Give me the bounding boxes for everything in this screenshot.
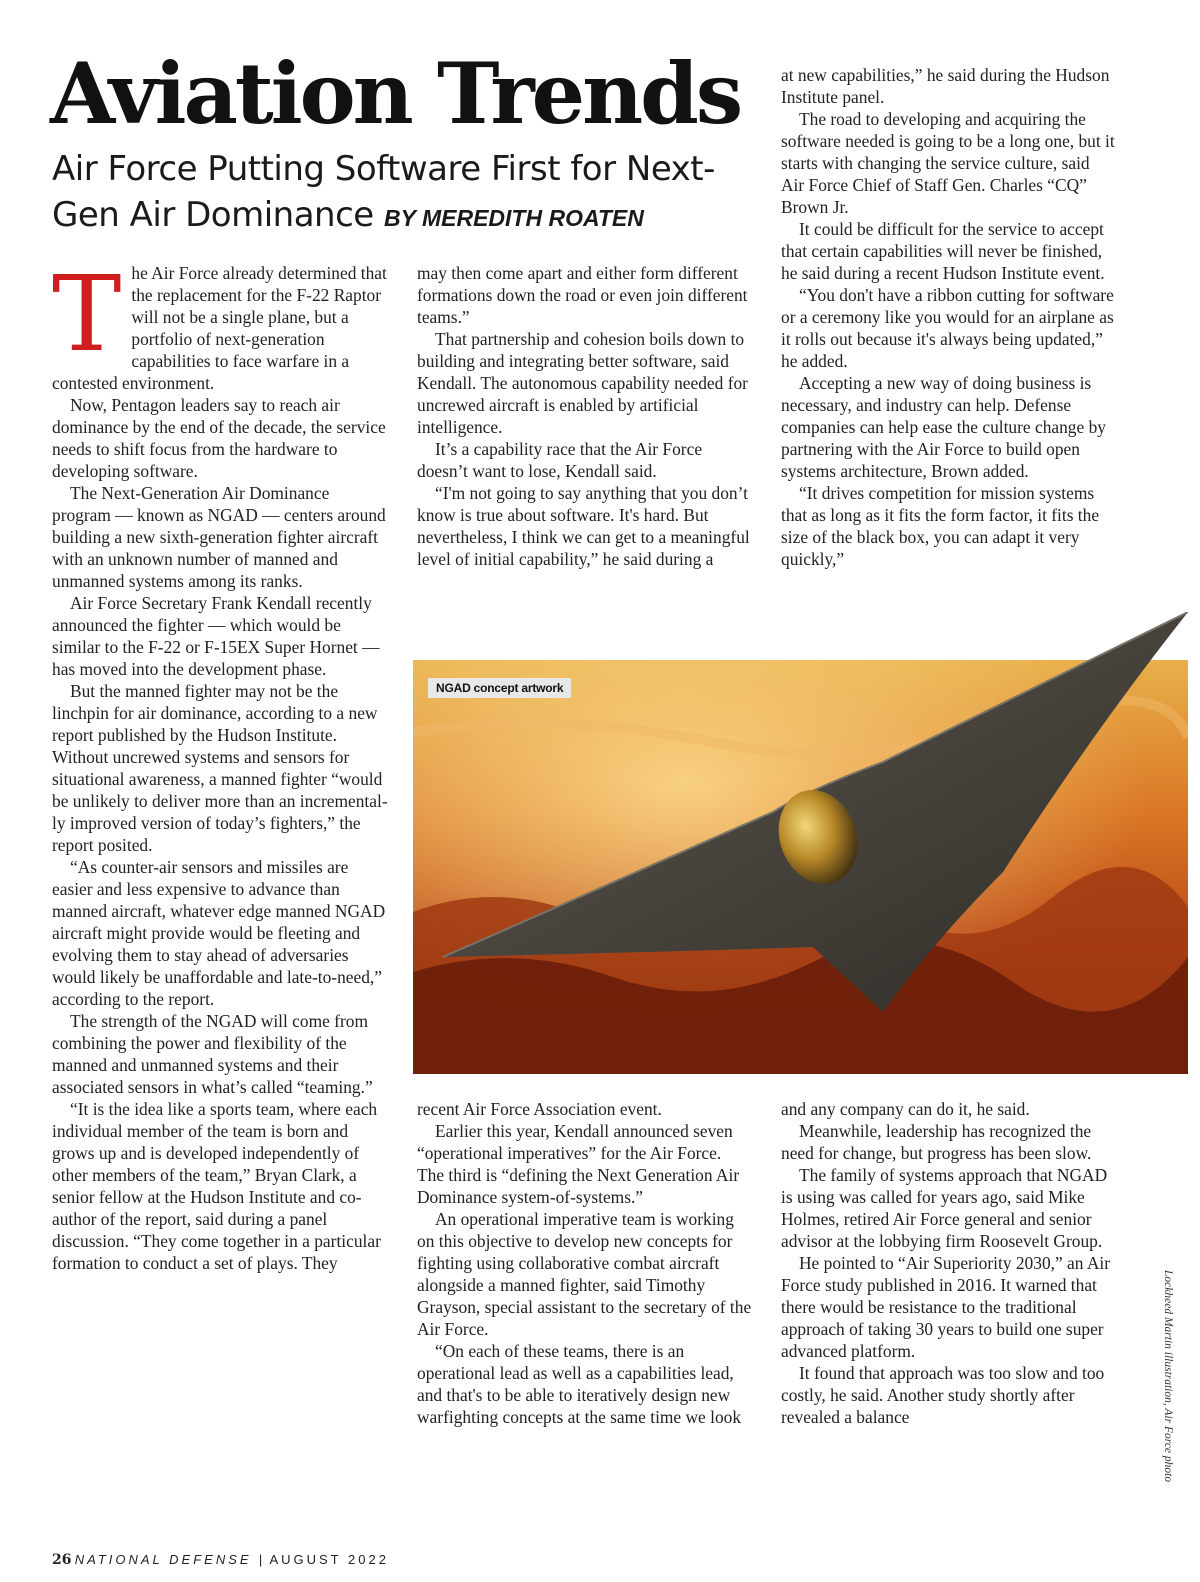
footer-separator: | bbox=[258, 1552, 263, 1567]
magazine-name: NATIONAL DEFENSE bbox=[74, 1552, 252, 1567]
article-paragraph: It could be difficult for the service to accept that certain capabilities will never be finished, he said during a recent Hudson Institute event. bbox=[781, 219, 1105, 283]
issue-date: AUGUST 2022 bbox=[269, 1552, 389, 1567]
article-paragraph: The road to developing and acquiring the software needed is going to be a long one, but it starts with changing the service culture, said Air Force Chief of Staff Gen. Charles “CQ” Brown Jr. bbox=[781, 109, 1115, 217]
article-column-3-bottom bbox=[781, 1098, 1116, 1428]
article-paragraph: “As counter-air sensors and missiles are easier and less expensive to advance than manned aircraft, whatever edge manned NGAD aircraft might provide would be fleeting and evolving them to stay ahead of adversaries would likely be unaffordable and late-to-need,” according to the report. bbox=[52, 857, 386, 1009]
article-subtitle bbox=[52, 146, 772, 241]
article-paragraph: Meanwhile, leadership has recognized the need for change, but progress has been slow. bbox=[781, 1121, 1092, 1163]
column-2-bottom-body bbox=[417, 1120, 752, 1428]
article-paragraph: Accepting a new way of doing business is necessary, and industry can help. Defense companies can help ease the culture change by partnering with the Air Force to build open systems architecture, Brown added. bbox=[781, 373, 1106, 481]
column-1-body bbox=[52, 253, 392, 1274]
article-paragraph: “On each of these teams, there is an operational lead as well as a capabilities lead, and that's to be able to iteratively design new warfighting concepts at the same time we look bbox=[417, 1341, 742, 1427]
article-column-1 bbox=[52, 253, 392, 1274]
page-headline: Aviation Trends bbox=[50, 44, 741, 143]
drop-cap: T bbox=[52, 253, 122, 375]
article-paragraph: But the manned fighter may not be the linchpin for air dominance, according to a new report published by the Hudson Institute. Without uncrewed systems and sensors for situational awareness, a manned fighter “would be unlikely to deliver more than an incrementally improved version of today’s fighters,” the report posited. bbox=[52, 681, 388, 855]
photo-label: NGAD concept artwork bbox=[428, 678, 571, 698]
article-paragraph: “I'm not going to say anything that you don’t know is true about software. It's hard. But nevertheless, I think we can get to a meaningful level of initial capability,” he said during a bbox=[417, 483, 750, 569]
article-paragraph: Earlier this year, Kendall announced seven “operational imperatives” for the Air Force. The third is “defining the Next Generation Air Dominance system-of-systems.” bbox=[417, 1121, 740, 1207]
paragraph-continuation: may then come apart and either form different formations down the road or even join different teams.” bbox=[417, 263, 748, 327]
column-3-bottom-body bbox=[781, 1120, 1116, 1428]
article-paragraph: He pointed to “Air Superiority 2030,” an Air Force study published in 2016. It warned that there would be resistance to the traditional approach of taking 30 years to build one super advanced platform. bbox=[781, 1253, 1111, 1361]
subtitle-text: Air Force Putting Software First for Next-Gen Air Dominance bbox=[52, 149, 715, 235]
column-2-top-body bbox=[417, 328, 752, 570]
article-paragraph: Now, Pentagon leaders say to reach air dominance by the end of the decade, the service needs to shift focus from the hardware to developing software. bbox=[52, 395, 386, 481]
photo-credit: Lockheed Martin illustration, Air Force photo bbox=[1162, 1270, 1174, 1483]
column-3-top-body bbox=[781, 108, 1116, 570]
article-column-2-top bbox=[417, 262, 752, 570]
article-paragraph: “It is the idea like a sports team, where each individual member of the team is born and grows up and is developed independently of other members of the team,” Bryan Clark, a senior fellow at the Hudson Institute and co-author of the report, said during a panel discussion. “They come together in a particular formation to conduct a set of plays. They bbox=[52, 1099, 381, 1273]
page-number: 26 bbox=[52, 1552, 72, 1568]
article-paragraph: The family of systems approach that NGAD is using was called for years ago, said Mike Holmes, retired Air Force general and senior advisor at the lobbying firm Roosevelt Group. bbox=[781, 1165, 1108, 1251]
article-paragraph: It’s a capability race that the Air Force doesn’t want to lose, Kendall said. bbox=[417, 439, 703, 481]
paragraph-continuation: at new capabilities,” he said during the Hudson Institute panel. bbox=[781, 65, 1110, 107]
paragraph-continuation: recent Air Force Association event. bbox=[417, 1099, 662, 1119]
article-column-3-top bbox=[781, 64, 1116, 570]
article-paragraph: The strength of the NGAD will come from combining the power and flexibility of the manned and unmanned systems and their associated sensors in what’s called “teaming.” bbox=[52, 1011, 373, 1097]
article-paragraph: “You don't have a ribbon cutting for software or a ceremony like you would for an airplane as it rolls out because it's always being updated,” he added. bbox=[781, 285, 1114, 371]
article-paragraph: he Air Force already determined that the replacement for the F-22 Raptor will not be a single plane, but a portfolio of next-generation capabilities to face warfare in a contested environment. bbox=[52, 263, 387, 393]
byline: BY MEREDITH ROATEN bbox=[384, 205, 644, 231]
article-paragraph: An operational imperative team is working on this objective to develop new concepts for fighting using collaborative combat aircraft alongside a manned fighter, said Timothy Grayson, special assistant to the secretary of the Air Force. bbox=[417, 1209, 752, 1339]
article-paragraph: The Next-Generation Air Dominance program — known as NGAD — centers around building a new sixth-generation fighter aircraft with an unknown number of manned and unmanned systems among its ranks. bbox=[52, 483, 386, 591]
page-footer bbox=[52, 1552, 389, 1568]
article-column-2-bottom bbox=[417, 1098, 752, 1428]
article-paragraph: “It drives competition for mission systems that as long as it fits the form factor, it fits the size of the black box, you can adapt it very quickly,” bbox=[781, 483, 1100, 569]
article-paragraph: It found that approach was too slow and too costly, he said. Another study shortly after revealed a balance bbox=[781, 1363, 1105, 1427]
article-paragraph: Air Force Secretary Frank Kendall recently announced the fighter — which would be similar to the F-22 or F-15EX Super Hornet — has moved into the development phase. bbox=[52, 593, 380, 679]
article-paragraph: That partnership and cohesion boils down to building and integrating better software, said Kendall. The autonomous capability needed for uncrewed aircraft is enabled by artificial intelligence. bbox=[417, 329, 748, 437]
paragraph-continuation: and any company can do it, he said. bbox=[781, 1099, 1030, 1119]
